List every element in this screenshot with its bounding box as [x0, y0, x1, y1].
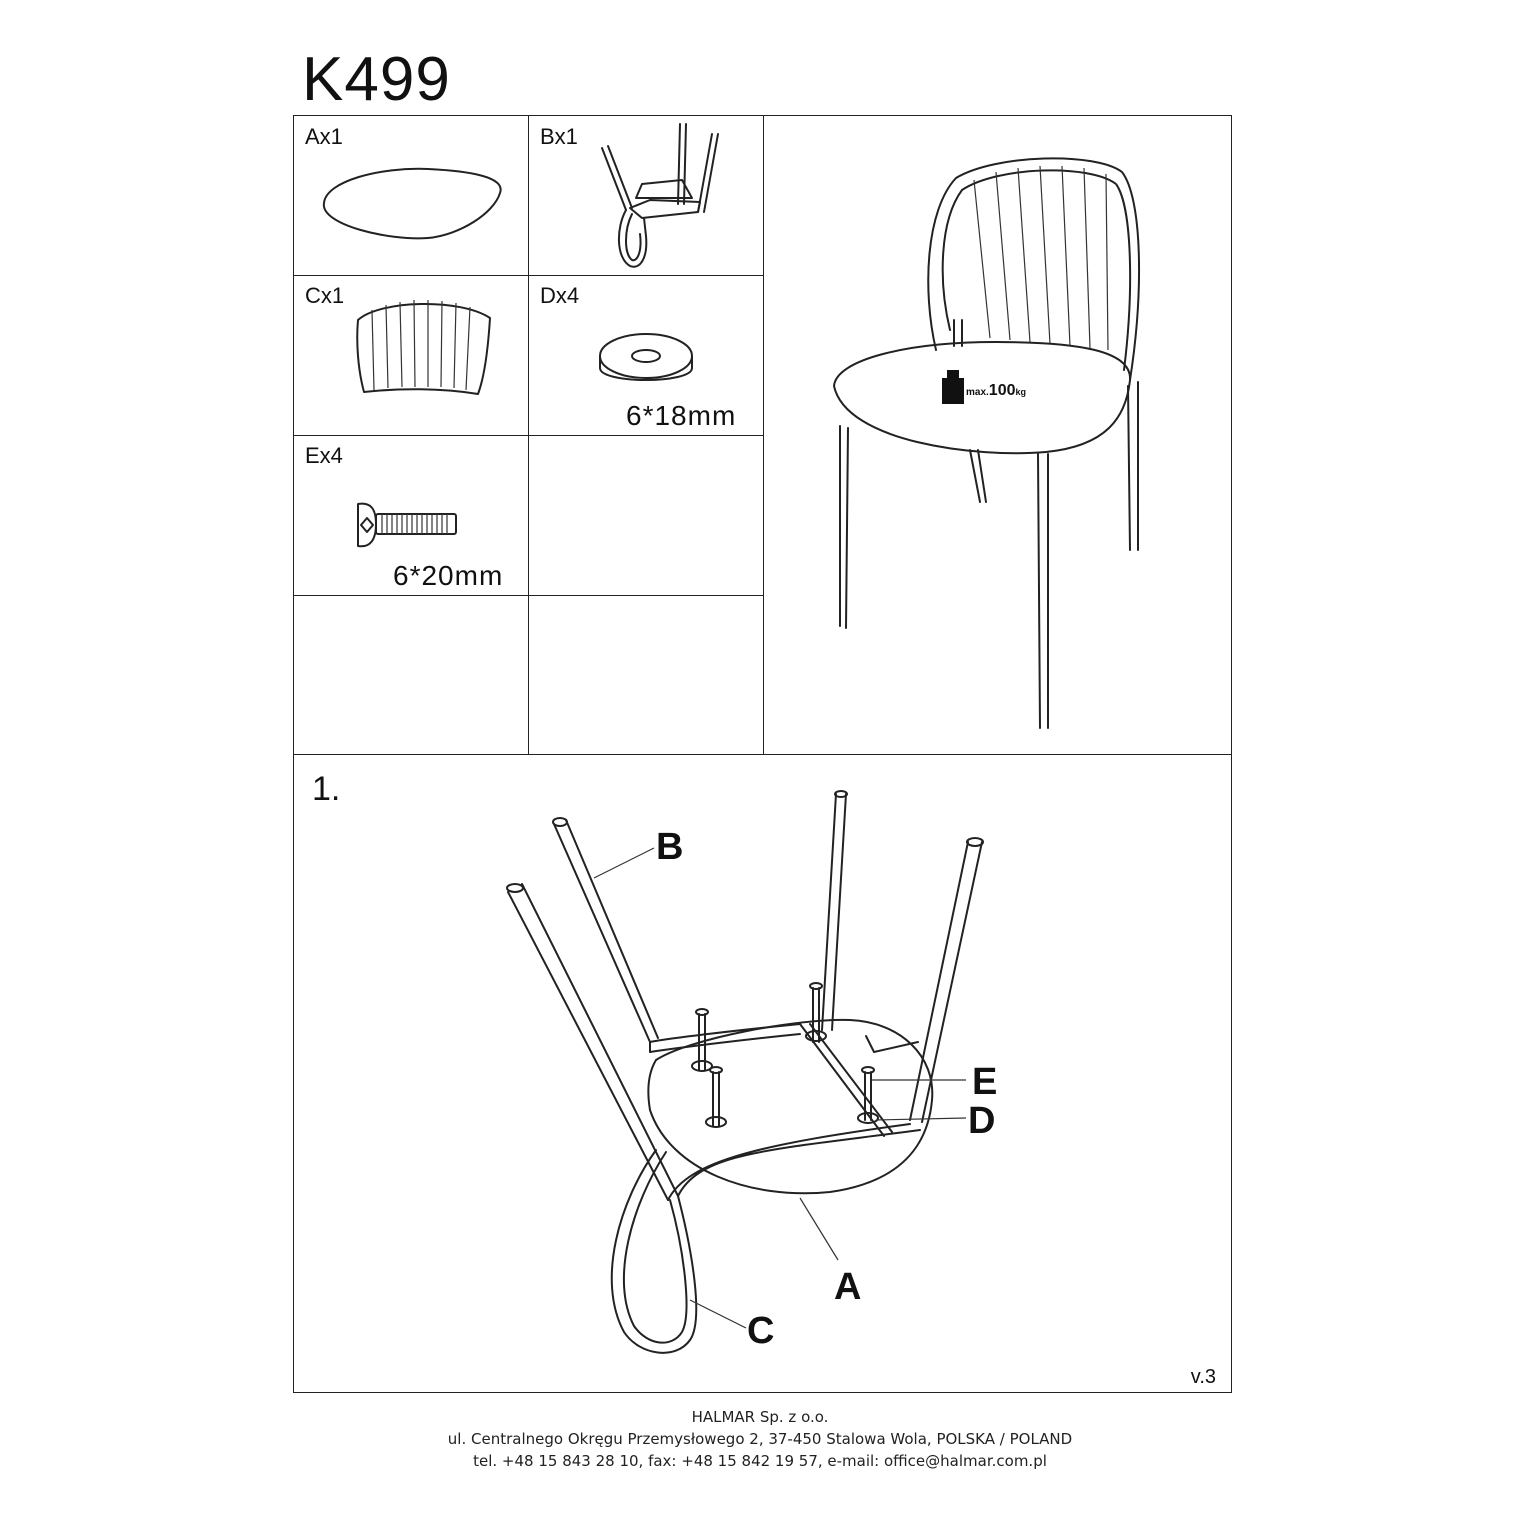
washer-icon [596, 328, 706, 398]
part-label-d: Dx4 [540, 283, 580, 308]
callout-b: B [656, 826, 684, 868]
allen-key-icon [866, 1036, 918, 1052]
weight-prefix: max. [966, 387, 989, 398]
frame-icon [590, 118, 730, 278]
seat-icon [310, 155, 520, 255]
document-title: K499 [302, 45, 451, 114]
part-dimension-d: 6*18mm [626, 400, 737, 431]
cell-empty-2 [294, 596, 529, 755]
callout-a: A [834, 1266, 862, 1308]
callout-c: C [747, 1310, 775, 1352]
weight-limit [966, 382, 1026, 400]
part-label-a: Ax1 [305, 124, 343, 149]
cell-empty-3 [529, 596, 764, 755]
footer [0, 1406, 1520, 1472]
weight-unit: kg [1015, 387, 1027, 397]
bolt-icon [352, 498, 462, 554]
part-label-b: Bx1 [540, 124, 578, 149]
part-label-c: Cx1 [305, 283, 345, 308]
backrest-icon [350, 290, 500, 410]
version-label: v.3 [1190, 1366, 1216, 1388]
cell-empty-1 [529, 436, 764, 596]
bolt-group-3 [706, 1067, 726, 1127]
footer-address: ul. Centralnego Okręgu Przemysłowego 2, 37-450 Stalowa Wola, POLSKA / POLAND [447, 1430, 1073, 1448]
weight-value: 100 [988, 382, 1016, 399]
callout-d: D [968, 1100, 996, 1142]
chair-icon [826, 150, 1146, 740]
weight-icon [942, 370, 966, 406]
footer-company: HALMAR Sp. z o.o. [691, 1408, 829, 1426]
part-dimension-e: 6*20mm [393, 560, 504, 591]
step-number: 1. [312, 770, 341, 808]
part-label-e: Ex4 [305, 443, 343, 468]
assembly-diagram [500, 780, 1020, 1360]
footer-contact: tel. +48 15 843 28 10, fax: +48 15 842 19 57, e-mail: office@halmar.com.pl [473, 1452, 1047, 1470]
callout-e: E [972, 1061, 998, 1103]
